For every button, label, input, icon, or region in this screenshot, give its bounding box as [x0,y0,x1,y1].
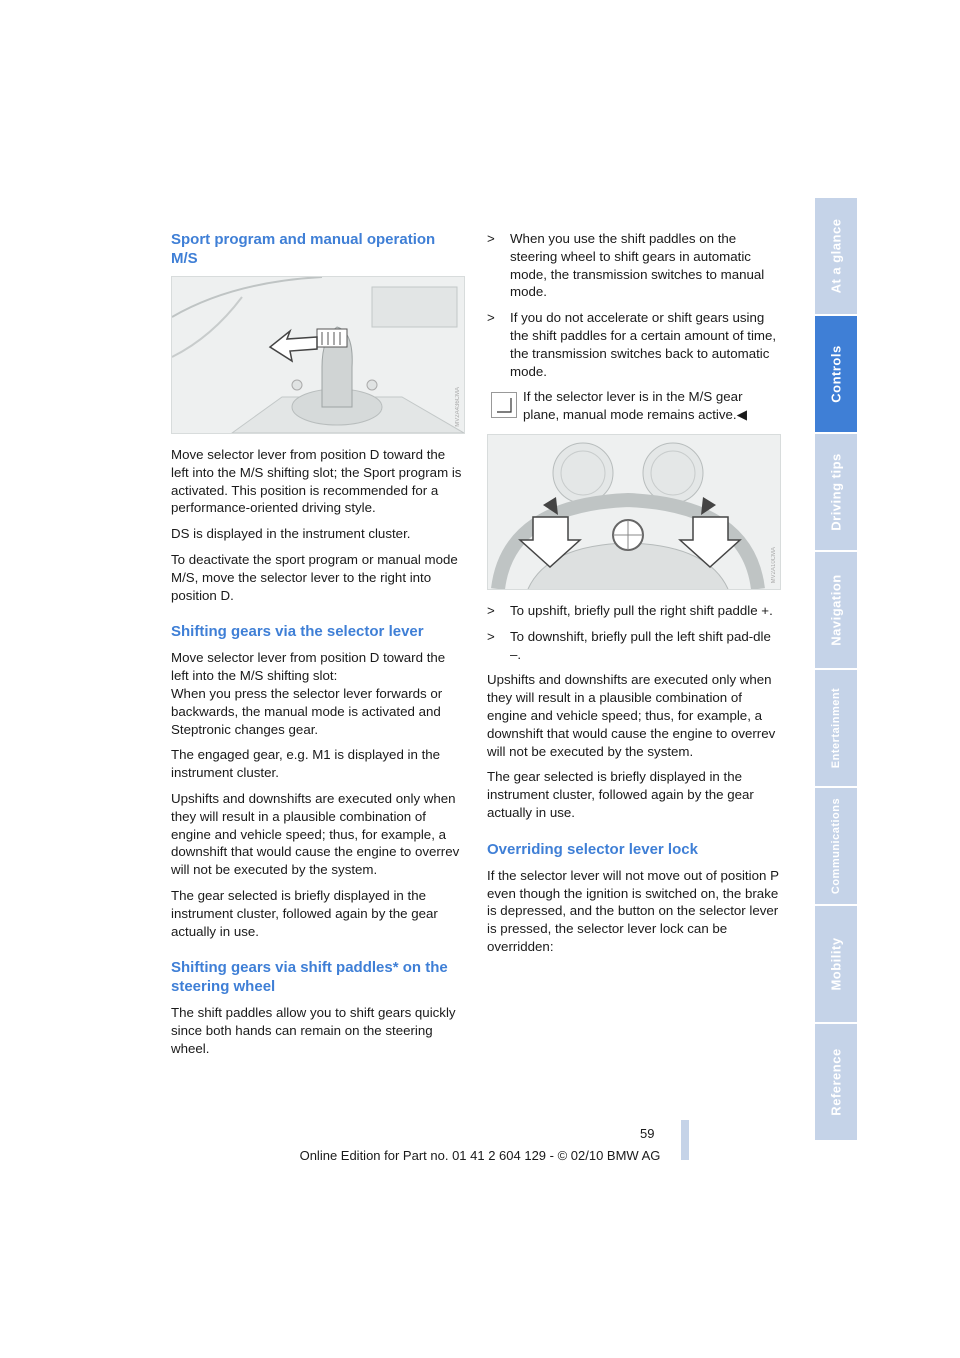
paddles-paragraph-3: The gear selected is briefly displayed in the instrument cluster, followed again by the gear actually in use. [487,769,754,820]
tab-label: Communications [830,797,842,895]
steering-wheel-figure [487,434,781,590]
tab-driving-tips[interactable] [815,434,857,552]
caution-note [487,388,779,424]
steering-wheel-illustration [488,435,780,589]
tab-label: Driving tips [828,453,844,531]
bullet-marker: > [487,602,495,618]
selector-paragraph-2: The engaged gear, e.g. M1 is displayed in the instrument cluster. [171,747,441,781]
tab-at-a-glance[interactable] [815,198,857,316]
bullet-marker: > [487,310,495,326]
paddles-paragraph-2: Upshifts and downshifts are executed only when they will result in a plausible combination of engine and vehicle speed; thus, for example, a downshift that would cause the engine to overrev will not be executed by the system. [487,672,776,759]
list-item [487,602,779,620]
tab-label: Navigation [828,574,844,646]
override-paragraph-1: If the selector lever will not move out of position P even though the ignition is switched on, the brake is depressed, and the button on the selector lever is pressed, the selector lever lock can be overridden: [487,867,779,954]
tab-label: Entertainment [830,687,842,769]
footer-edition-text: Online Edition for Part no. 01 41 2 604 129 - © 02/10 BMW AG [299,1148,661,1163]
tab-label: At a glance [828,218,844,294]
paddles-paragraph-1: The shift paddles allow you to shift gears quickly since both hands can remain on the steering wheel. [171,1005,456,1056]
bullet-marker: > [487,231,495,246]
list-item [487,309,779,380]
note-text: If the selector lever is in the M/S gear plane, manual mode remains active.◀ [523,389,747,423]
page-number: 59 [640,1126,655,1141]
tab-communications[interactable] [815,788,857,906]
selector-paragraph-3: Upshifts and downshifts are executed only when they will result in a plausible combination of engine and vehicle speed; thus, for example, a downshift that would cause the engine to overrev will not be executed by the system. [171,790,460,878]
tab-controls[interactable] [815,316,857,434]
tab-navigation[interactable] [815,552,857,670]
heading-override-lock: Overriding selector lever lock [487,840,698,858]
heading-sport-program: Sport program and manual operation M/S [171,231,436,267]
selector-paragraph-1 [171,649,463,738]
selector-paragraph-1b: When you press the selector lever forwards or backwards, the manual mode is activated and Steptronic changes gear. [171,685,443,737]
tab-reference[interactable] [815,1024,857,1142]
caution-triangle-icon [491,392,517,418]
bullet-text: To downshift, briefly pull the left shift pad-dle –. [510,628,771,662]
bullet-text: If you do not accelerate or shift gears using the shift paddles for a certain amount of time, the transmission switches back to automatic mode. [510,310,777,379]
selector-lever-figure [171,276,465,434]
selector-paragraph-1a: Move selector lever from position D toward the left into the M/S shifting slot: [171,650,446,684]
selector-paragraph-4: The gear selected is briefly displayed in the instrument cluster, followed again by the gear actually in use. [171,887,438,939]
chapter-tabs [815,198,857,1142]
bullet-text: To upshift, briefly pull the right shift paddle +. [510,602,773,618]
figure-code: MV2A436CMA [455,387,461,427]
figure-code: MV2A10CMA [771,546,777,583]
tab-label: Controls [828,345,844,403]
tab-entertainment[interactable] [815,670,857,788]
sport-paragraph-3: To deactivate the sport program or manual mode M/S, move the selector lever to the right into position D. [171,551,458,603]
selector-lever-illustration [172,277,464,433]
bullet-marker: > [487,628,495,644]
list-item [487,230,779,301]
left-column [171,230,463,1066]
heading-shift-paddles: Shifting gears via shift paddles* on the steering wheel [171,959,448,996]
tab-mobility[interactable] [815,906,857,1024]
right-column [487,230,779,964]
list-item [487,628,779,664]
sport-paragraph-1: Move selector lever from position D toward the left into the M/S shifting slot; the Sport program is activated. This position is recommended for a performance-oriented driving style. [171,447,462,516]
heading-selector-lever: Shifting gears via the selector lever [171,623,424,641]
bullet-text: When you use the shift paddles on the steering wheel to shift gears in automatic mode, the transmission switches to manual mode. [510,231,765,300]
tab-label: Mobility [828,937,844,991]
tab-label: Reference [828,1048,844,1116]
sport-paragraph-2: DS is displayed in the instrument cluster. [171,526,411,542]
